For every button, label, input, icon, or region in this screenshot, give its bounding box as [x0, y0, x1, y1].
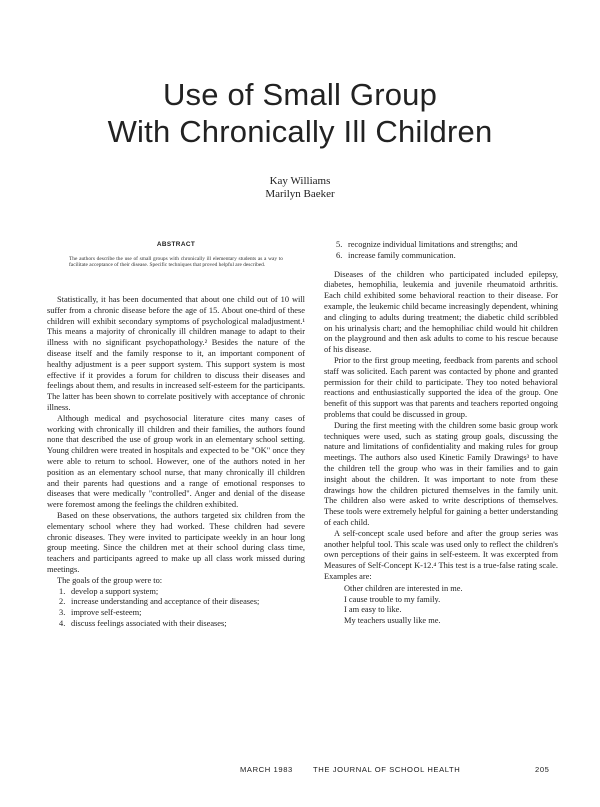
- example-item: Other children are interested in me.: [344, 583, 463, 593]
- list-item: 2. increase understanding and acceptance of their diseases;: [59, 597, 260, 607]
- goals-intro: The goals of the group were to:: [57, 575, 163, 585]
- goals-list-continued: [324, 240, 558, 262]
- body-paragraph: Prior to the first group meeting, feedback from parents and school staff was solicited. Each parent was contacted by phone and granted permission for their child to participate. They too noted behavioral reactions and enthusiastically supported the idea of the group. One benefit of this support was that parents and teachers reported ongoing problems that could be discussed in group.: [324, 355, 558, 419]
- author-name: Kay Williams: [269, 175, 331, 187]
- title-line-1: Use of Small Group: [162, 77, 438, 112]
- body-paragraph: Diseases of the children who participated included epilepsy, diabetes, hemophilia, leukemia and juvenile rheumatoid arthritis. Each child exhibited some behavioral reaction to their disease. For example, the leukemic child became increasingly dependent, whining and clinging to adults during treatment; the diabetic child scribbled on his urinalysis chart; and the hemophiliac child would hit children on the playground and then ask adults to come to his rescue because of his disease.: [324, 269, 558, 355]
- title-line-2: With Chronically Ill Children: [107, 114, 493, 149]
- body-paragraph: Statistically, it has been documented that about one child out of 10 will suffer from a chronic disease before the age of 15. About one-third of these children will exhibit secondary symptoms of psychological maladjustment.¹ This means a majority of chronically ill children manage to adapt to their illness with no significant psychopathology.² Besides the nature of the disease itself and the family response to it, an important component of healthy adjustment is a peer support system. This support system is most effective if it provides a forum for children to discuss their diseases and feelings about them, and results in increased self-esteem for the participants. The latter has been shown to correlate positively with acceptance of chronic illness.: [47, 294, 305, 412]
- example-item: I am easy to like.: [344, 605, 402, 615]
- list-item: 4. discuss feelings associated with their diseases;: [59, 618, 227, 628]
- left-column: [47, 240, 305, 630]
- example-item: I cause trouble to my family.: [344, 594, 441, 604]
- example-item: My teachers usually like me.: [344, 616, 441, 626]
- right-column: [324, 240, 558, 627]
- list-item: 6. increase family communication.: [336, 250, 456, 260]
- body-paragraph: During the first meeting with the children some basic group work techniques were used, such as stating group goals, discussing the nature and limitations of confidentiality and making rules for group meetings. The authors also used Kinetic Family Drawings³ to have the children tell the group who was in their families and to gain insight about the children. It was important to note from these drawings how the children pictured themselves in the family unit. The children also were asked to write descriptions of themselves. These tools were extremely helpful for gaining a better understanding of each child.: [324, 420, 558, 527]
- body-paragraph: Although medical and psychosocial literature cites many cases of working with chronically ill children and their families, the authors found none that described the use of group work in an elementary school setting. Young children were treated in hospitals and expected to be "OK" once they were able to return to school. However, one of the authors noted in her position as an elementary school nurse, that many chronically ill children and their parents had questions and a range of emotional responses to diseases that were medically "controlled". Anger and denial of the disease were foremost among the feelings the children exhibited.: [47, 413, 305, 510]
- abstract-text: The authors describe the use of small groups with chronically ill elementary students as a way to facilitate acceptance of their disease. Specific techniques that proved helpful are described.: [69, 255, 283, 269]
- list-item: 5. recognize individual limitations and strengths; and: [336, 240, 518, 249]
- footer-date: MARCH 1983: [240, 765, 293, 774]
- body-paragraph: A self-concept scale used before and after the group series was another helpful tool. This scale was used only to reflect the children's own perceptions of their gains in self-esteem. It was excerpted from Measures of Self-Concept K-12.⁴ This test is a true-false rating scale. Examples are:: [324, 528, 558, 581]
- article-title: [0, 76, 600, 150]
- author-name: Marilyn Baeker: [265, 188, 335, 200]
- page-number: 205: [535, 765, 550, 774]
- abstract-heading: ABSTRACT: [156, 241, 196, 248]
- goals-list: [47, 587, 305, 630]
- list-item: 1. develop a support system;: [59, 586, 159, 596]
- footer-journal-name: THE JOURNAL OF SCHOOL HEALTH: [313, 765, 461, 774]
- author-list: [0, 175, 600, 201]
- body-paragraph: Based on these observations, the authors targeted six children from the elementary school where they had worked. These children had severe chronic diseases. They were invited to participate weekly in an hour long group meeting. Since the children met at their school during class time, teachers and participants agreed to make up all class work missed during meetings.: [47, 510, 305, 574]
- example-list: [324, 584, 558, 627]
- list-item: 3. improve self-esteem;: [59, 608, 142, 618]
